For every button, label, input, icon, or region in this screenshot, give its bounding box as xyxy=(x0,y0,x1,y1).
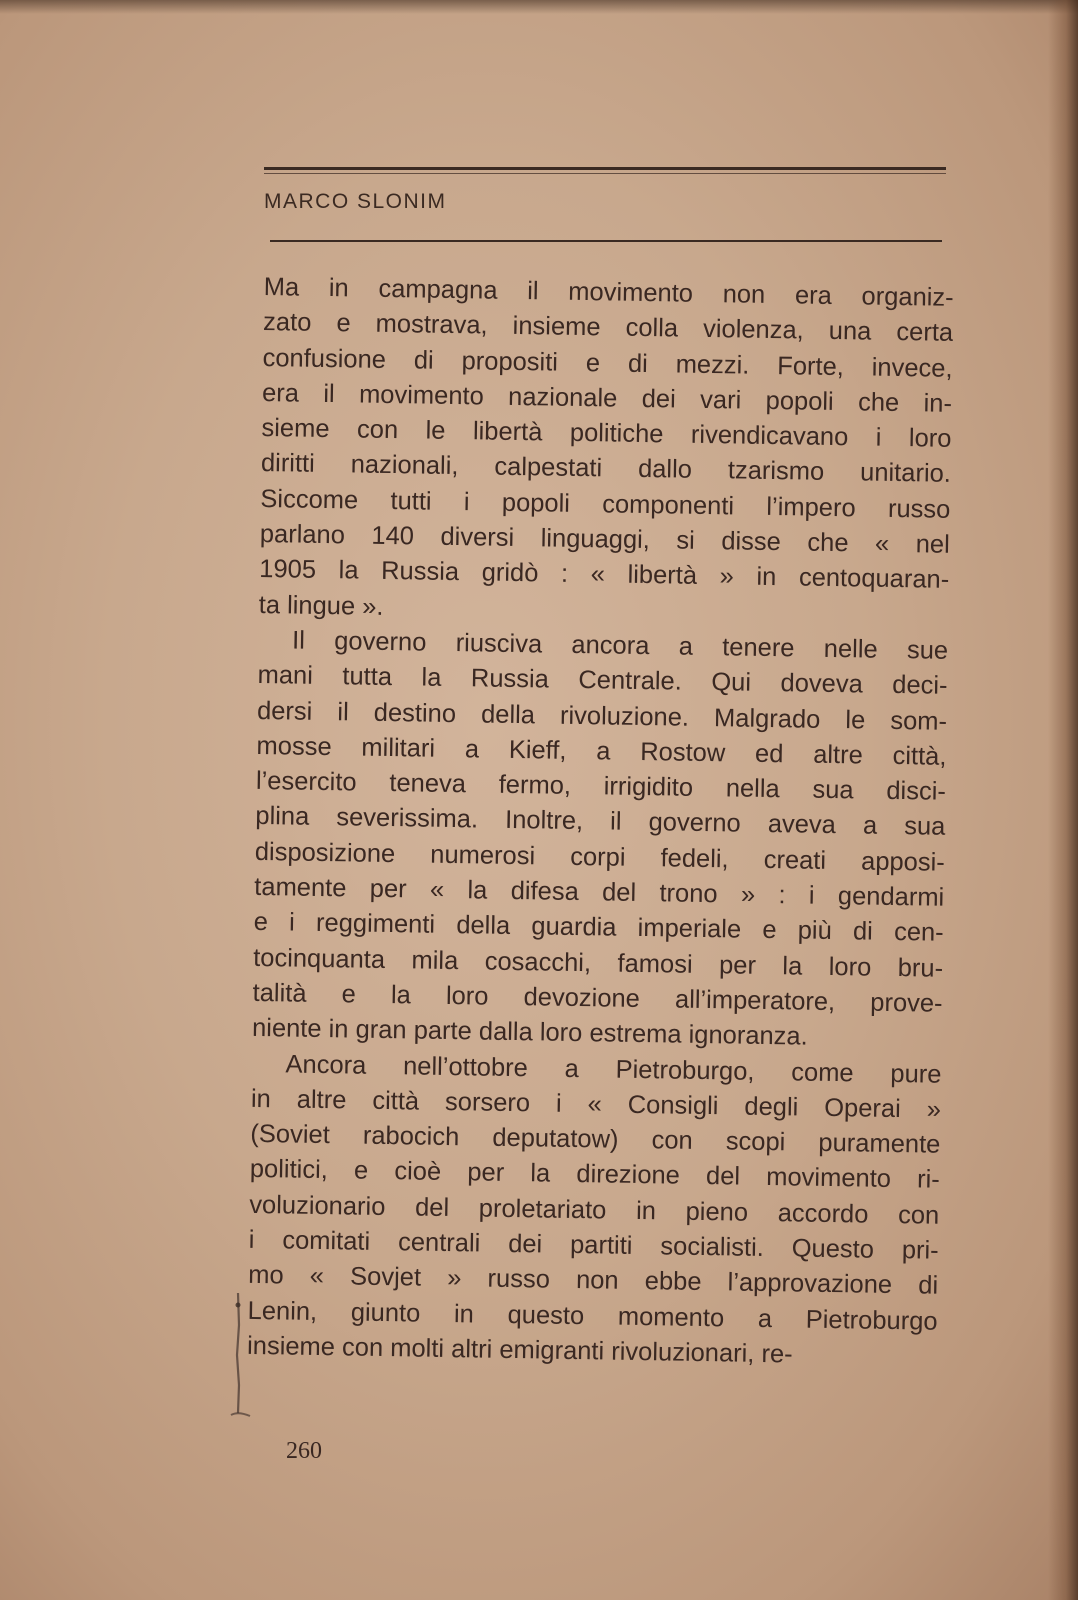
text-line: insieme con molti altri emigranti rivoluzionari, re- xyxy=(246,1331,793,1369)
header-rule-thick xyxy=(264,167,946,170)
header-rule-bottom xyxy=(270,240,942,242)
page-number: 260 xyxy=(286,1438,322,1464)
text-line: Lenin, giunto in questo momento a Pietroburgo xyxy=(247,1296,938,1336)
text-line: dersi il destino della rivoluzione. Malgrado le som- xyxy=(256,696,948,736)
text-line: mosse militari a Kieff, a Rostow ed altre città, xyxy=(256,731,947,771)
text-line: ta lingue ». xyxy=(258,590,384,621)
text-line: l’esercito teneva fermo, irrigidito nella sua disci- xyxy=(255,767,947,806)
text-line: mani tutta la Russia Centrale. Qui doveva deci- xyxy=(257,661,948,701)
text-line: era il movimento nazionale dei vari popoli che in- xyxy=(261,378,953,418)
text-line: sieme con le libertà politiche rivendicavano i loro xyxy=(261,414,952,454)
text-line: politici, e cioè per la direzione del movimento ri- xyxy=(249,1155,941,1195)
text-line: Ma in campagna il movimento non era organiz- xyxy=(263,272,954,312)
text-line: 1905 la Russia gridò : « libertà » in centoquaran- xyxy=(259,555,950,595)
text-line: Siccome tutti i popoli componenti l’impero russo xyxy=(260,484,951,524)
running-head: MARCO SLONIM xyxy=(264,190,447,213)
text-line: tocinquanta mila cosacchi, famosi per la loro bru- xyxy=(252,943,944,983)
text-line: disposizione numerosi corpi fedeli, creati apposi- xyxy=(254,837,945,877)
text-line: zato e mostrava, insieme colla violenza, una certa xyxy=(262,308,954,348)
body-text xyxy=(247,270,954,1375)
text-line: confusione di propositi e di mezzi. Forte, invece, xyxy=(262,343,953,383)
text-line: mo « Sovjet » russo non ebbe l’approvazione di xyxy=(247,1261,939,1301)
page-gutter-shadow xyxy=(1048,0,1078,1600)
text-line: i comitati centrali dei partiti socialisti. Questo pri- xyxy=(248,1225,939,1265)
pencil-margin-mark xyxy=(228,1285,252,1430)
text-line: voluzionario del proletariato in pieno accordo con xyxy=(249,1190,940,1230)
text-line: talità e la loro devozione all’imperatore, prove- xyxy=(252,978,943,1018)
header-rule-thin xyxy=(264,173,946,174)
text-line: Il governo riusciva ancora a tenere nelle sue xyxy=(291,626,949,665)
text-line: niente in gran parte dalla loro estrema ignoranza. xyxy=(251,1014,808,1051)
paragraph xyxy=(258,270,953,634)
text-line: (Soviet rabocich deputatow) con scopi puramente xyxy=(250,1120,941,1159)
text-line: parlano 140 diversi linguaggi, si disse che « nel xyxy=(259,520,950,559)
text-line: diritti nazionali, calpestati dallo tzarismo unitario. xyxy=(260,449,952,489)
text-line: in altre città sorsero i « Consigli degli Operai » xyxy=(250,1084,942,1124)
text-line: e i reggimenti della guardia imperiale e più di cen- xyxy=(253,908,944,948)
text-line: plina severissima. Inoltre, il governo aveva a sua xyxy=(255,802,946,842)
page-top-shadow xyxy=(0,0,1078,14)
paragraph xyxy=(252,623,949,1057)
text-line: Ancora nell’ottobre a Pietroburgo, come pure xyxy=(285,1049,942,1089)
paragraph xyxy=(247,1046,942,1374)
text-line: tamente per « la difesa del trono » : i gendarmi xyxy=(254,872,945,912)
